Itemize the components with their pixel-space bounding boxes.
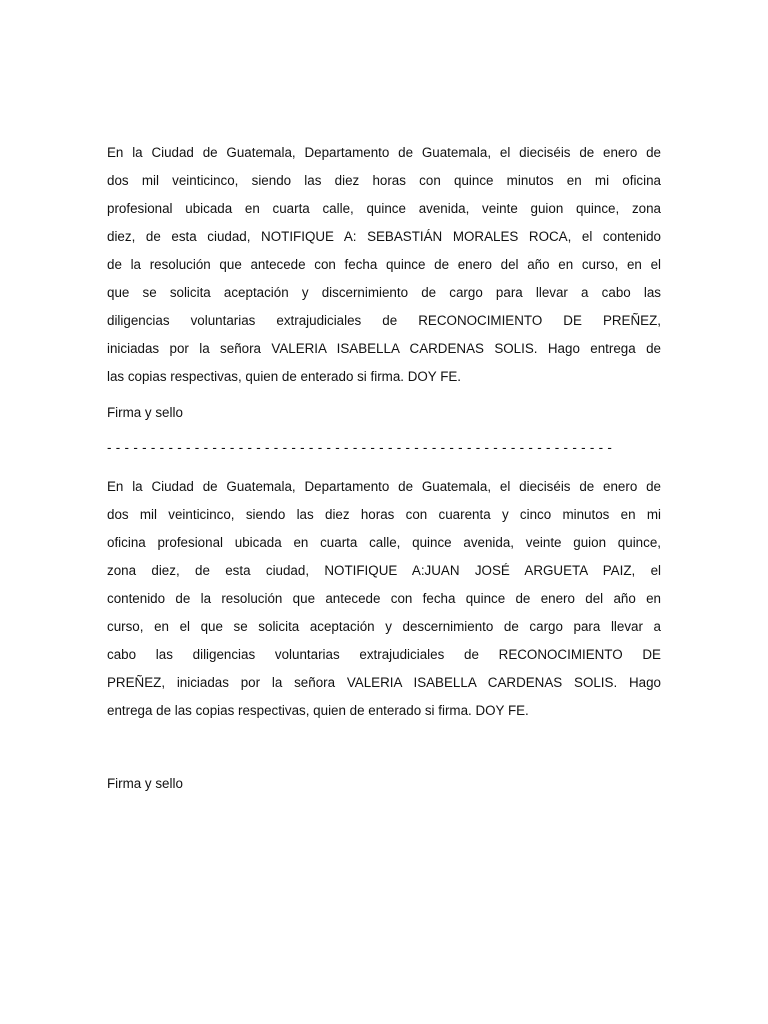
paragraph-line: contenido de la resolución que antecede con fecha quince de enero del año en xyxy=(107,591,661,606)
paragraph-line: que se solicita aceptación y discernimiento de cargo para llevar a cabo las xyxy=(107,285,661,300)
paragraph-line: dos mil veinticinco, siendo las diez horas con quince minutos en mi oficina xyxy=(107,173,661,188)
paragraph-line: diez, de esta ciudad, NOTIFIQUE A: SEBASTIÁN MORALES ROCA, el contenido xyxy=(107,229,661,244)
paragraph-line: entrega de las copias respectivas, quien de enterado si firma. DOY FE. xyxy=(107,703,529,718)
paragraph-line: PREÑEZ, iniciadas por la señora VALERIA ISABELLA CARDENAS SOLIS. Hago xyxy=(107,675,661,690)
notification-paragraph-2 xyxy=(107,477,661,729)
paragraph-line: En la Ciudad de Guatemala, Departamento de Guatemala, el dieciséis de enero de xyxy=(107,145,661,160)
signature-label-1: Firma y sello xyxy=(107,405,183,420)
paragraph-line: curso, en el que se solicita aceptación y descernimiento de cargo para llevar a xyxy=(107,619,661,634)
paragraph-line: zona diez, de esta ciudad, NOTIFIQUE A:JUAN JOSÉ ARGUETA PAIZ, el xyxy=(107,563,661,578)
separator-line: - - - - - - - - - - - - - - - - - - - - - - - - - - - - - - - - - - - - - - - - - - - - - - - - - - - - - - - - - - xyxy=(107,440,613,455)
paragraph-line: las copias respectivas, quien de enterado si firma. DOY FE. xyxy=(107,369,462,384)
paragraph-line: iniciadas por la señora VALERIA ISABELLA CARDENAS SOLIS. Hago entrega de xyxy=(107,341,661,356)
paragraph-line: En la Ciudad de Guatemala, Departamento de Guatemala, el dieciséis de enero de xyxy=(107,479,661,494)
paragraph-line: profesional ubicada en cuarta calle, quince avenida, veinte guion quince, zona xyxy=(107,201,661,216)
paragraph-line: dos mil veinticinco, siendo las diez horas con cuarenta y cinco minutos en mi xyxy=(107,507,661,522)
paragraph-line: de la resolución que antecede con fecha quince de enero del año en curso, en el xyxy=(107,257,661,272)
notification-paragraph-1 xyxy=(107,143,661,395)
paragraph-line: cabo las diligencias voluntarias extrajudiciales de RECONOCIMIENTO DE xyxy=(107,647,661,662)
signature-label-2: Firma y sello xyxy=(107,776,183,791)
paragraph-line: oficina profesional ubicada en cuarta calle, quince avenida, veinte guion quince, xyxy=(107,535,661,550)
paragraph-line: diligencias voluntarias extrajudiciales de RECONOCIMIENTO DE PREÑEZ, xyxy=(107,313,661,328)
